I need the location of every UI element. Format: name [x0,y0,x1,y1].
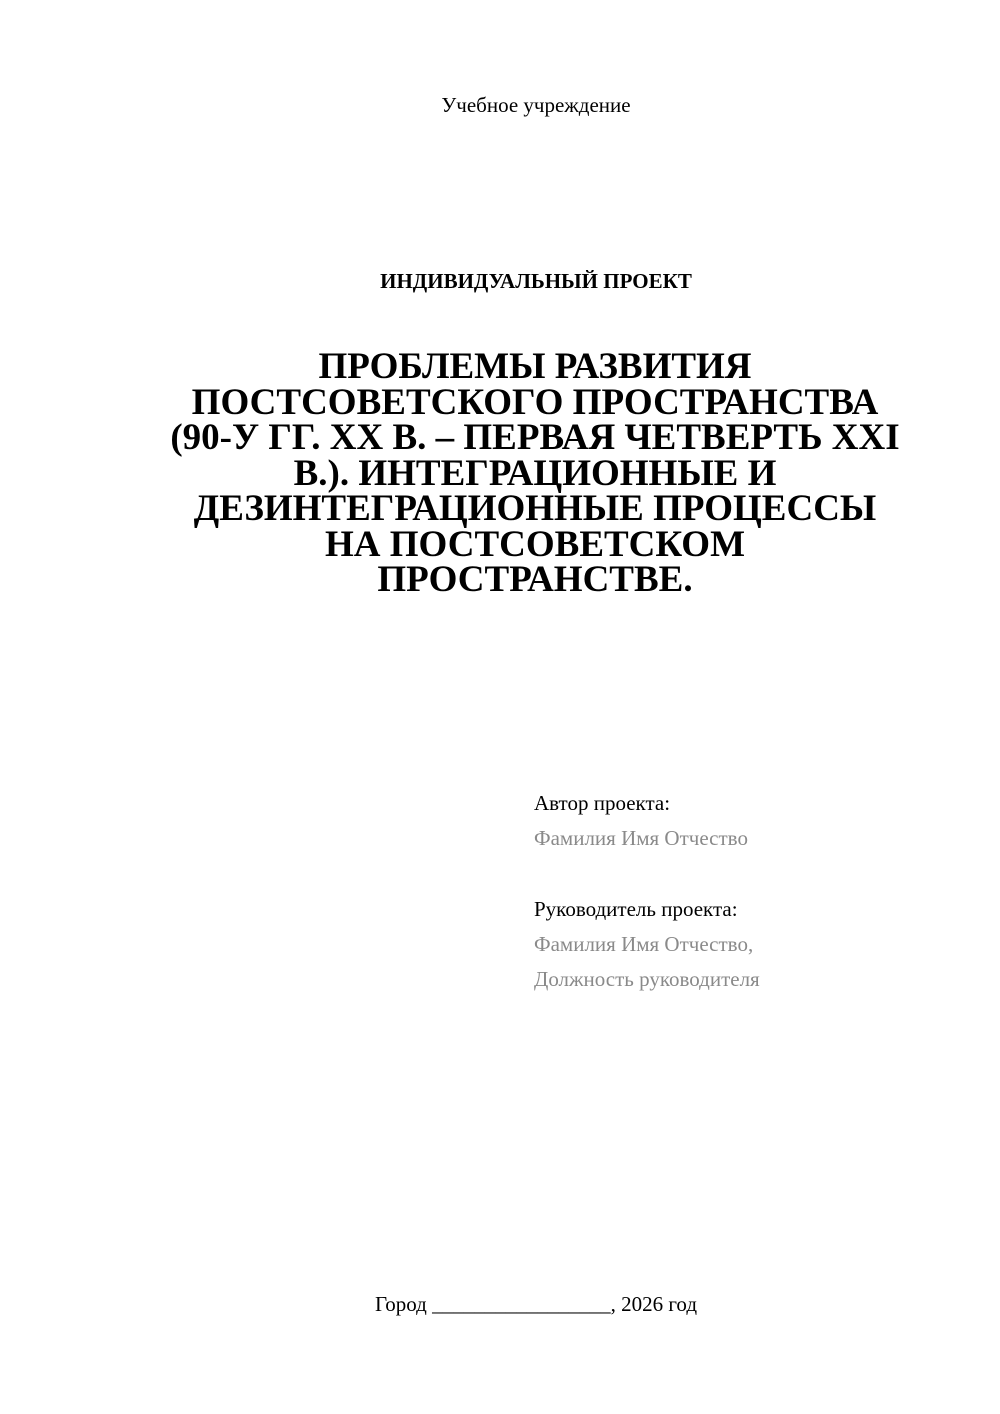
project-title-line: ПРОСТРАНСТВЕ. [377,559,693,600]
supervisor-position: Должность руководителя [534,967,760,991]
supervisor-block [534,892,974,997]
project-title [150,346,920,600]
supervisor-name: Фамилия Имя Отчество, [534,932,754,956]
institution-name: Учебное учреждение [441,93,631,117]
city-year-line: Город _________________, 2026 год [374,1292,698,1316]
project-title-line: НА ПОСТСОВЕТСКОМ [324,523,746,565]
project-type-heading: ИНДИВИДУАЛЬНЫЙ ПРОЕКТ [380,269,692,293]
author-name: Фамилия Имя Отчество [534,826,748,850]
project-title-line: ДЕЗИНТЕГРАЦИОННЫЕ ПРОЦЕССЫ [193,488,877,529]
project-title-line: ПОСТСОВЕТСКОГО ПРОСТРАНСТВА [191,381,879,423]
project-title-line: ПРОБЛЕМЫ РАЗВИТИЯ [318,346,752,387]
project-title-line: (90-У ГГ. XX В. – ПЕРВАЯ ЧЕТВЕРТЬ XXI [170,417,900,458]
project-title-line: В.). ИНТЕГРАЦИОННЫЕ И [293,452,777,494]
author-block [534,786,974,856]
author-label: Автор проекта: [534,791,671,815]
supervisor-label: Руководитель проекта: [534,897,738,921]
